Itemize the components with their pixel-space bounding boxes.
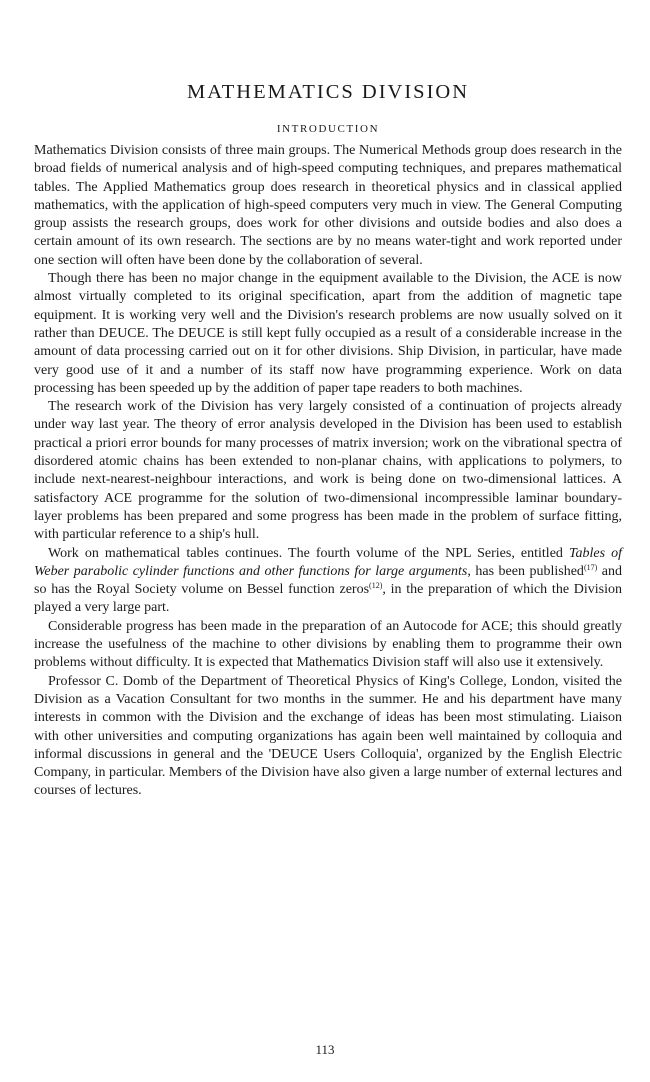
paragraph-autocode: Considerable progress has been made in the preparation of an Autocode for ACE; this should greatly increase the usefulness of the machine to other divisions by enabling them to programme their own problems without difficulty. It is expected that Mathematics Division staff will also use it extensively.	[34, 618, 622, 671]
tables-text-g: , in the preparation of which the Division played a very large part.	[34, 582, 622, 616]
paragraph-tables	[34, 545, 622, 618]
tables-text-a: Work on mathematical tables continues. The fourth volume of the NPL Series, entitled	[48, 545, 569, 561]
tables-text-c: , has been published	[467, 563, 584, 579]
section-heading: INTRODUCTION	[276, 123, 380, 135]
paragraph-equipment: Though there has been no major change in the equipment available to the Division, the ACE is now almost virtually completed to its original specification, apart from the addition of magnetic tape equipment. It is working very well and the Division's research problems are now usually solved on it rather than DEUCE. The DEUCE is still kept fully occupied as a result of a considerable increase in the amount of data processing carried out on it for other divisions. Ship Division, in particular, have made very good use of it and a number of its staff now have programming experience. Work on data processing has been speeded up by the addition of paper tape readers to both machines.	[34, 271, 622, 396]
paragraph-groups: Mathematics Division consists of three main groups. The Numerical Methods group does research in the broad fields of numerical analysis and of high-speed computing techniques, and prepares mathematical tables. The Applied Mathematics group does research in theoretical physics and in classical applied mathematics, with the application of high-speed computers very much in view. The General Computing group assists the research groups, does work for other divisions and outside bodies and also does a certain amount of its own research. The sections are by no means water-tight and work reported under one section will often have been done by the collaboration of several.	[34, 143, 622, 268]
book-title: Tables of Weber parabolic cylinder functions and other functions for large arguments	[34, 545, 622, 579]
page	[0, 80, 650, 1082]
reference-17: (17)	[583, 562, 598, 572]
body-text	[34, 142, 622, 801]
reference-12: (12)	[369, 581, 383, 591]
division-title: MATHEMATICS DIVISION	[186, 81, 470, 103]
page-number: 113	[315, 1042, 335, 1057]
tables-text-e: and so has the Royal Society volume on Bessel function zeros	[34, 563, 622, 598]
paragraph-visitors: Professor C. Domb of the Department of Theoretical Physics of King's College, London, visited the Division as a Vacation Consultant for two months in the summer. He and his department have many interests in common with the Division and the exchange of ideas has been most stimulating. Liaison with other universities and computing organizations has again been well maintained by colloquia and informal discussions in general and the 'DEUCE Users Colloquia', organized by the English Electric Company, in particular. Members of the Division have also given a large number of external lectures and courses of lectures.	[34, 673, 622, 799]
paragraph-research: The research work of the Division has very largely consisted of a continuation of projects already under way last year. The theory of error analysis developed in the Division has been used to establish practical a priori error bounds for many processes of matrix inversion; work on the vibrational spectra of disordered atomic chains has been extended to non-planar chains, with applications to polymers, to include next-nearest-neighbour interactions, and work is being done on two-dimensional lattices. A satisfactory ACE programme for the solution of two-dimensional incompressible laminar boundary-layer problems has been prepared and some progress has been made in the problem of surface fitting, with particular reference to a ship's hull.	[34, 399, 622, 543]
